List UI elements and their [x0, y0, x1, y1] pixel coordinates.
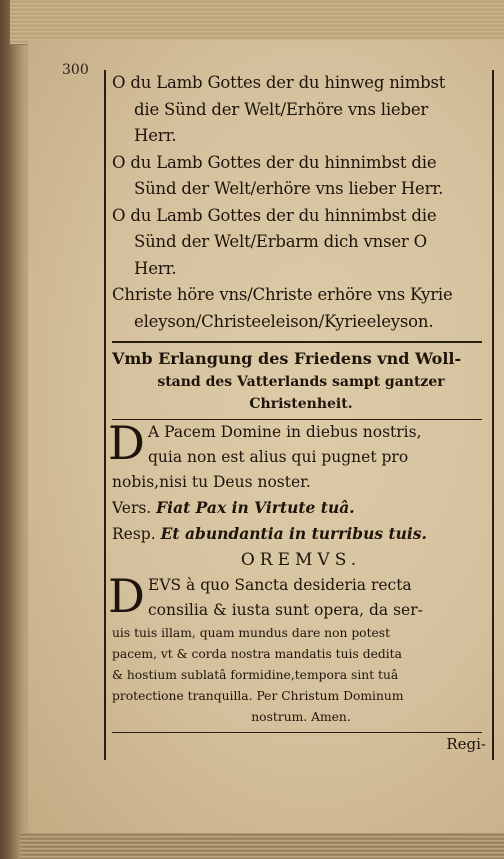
prayer-line: Herr.: [134, 126, 177, 145]
antiphon-line: quia non est alius qui pugnet pro: [148, 448, 409, 466]
prayer-line: Sünd der Welt/erhöre vns lieber Herr.: [134, 179, 444, 198]
heading-line: stand des Vatterlands sampt gantzer: [157, 374, 445, 390]
collect-line: & hostium sublatâ formidine,tempora sint tuâ: [112, 668, 399, 682]
antiphon-line: A Pacem Domine in diebus nostris,: [148, 423, 422, 441]
response-label: Resp.: [112, 525, 156, 543]
page-text: [108, 70, 490, 755]
heading-line: Vmb Erlangung des Friedens vnd Woll-: [112, 349, 462, 368]
page-number: 300: [62, 62, 89, 78]
versicle-label: Vers.: [112, 499, 152, 517]
antiphon: [108, 416, 490, 495]
versicle: [112, 495, 490, 521]
collect-prayer: [108, 569, 490, 728]
prayer-line: O du Lamb Gottes der du hinnimbst die: [112, 205, 437, 225]
section-heading: [112, 347, 490, 415]
collect-line: nostrum. Amen.: [251, 710, 351, 724]
oremus-heading: OREMVS.: [240, 550, 362, 570]
collect-line: uis tuis illam, quam mundus dare non potest: [112, 626, 391, 640]
prayer-line: O du Lamb Gottes der du hinweg nimbst: [112, 73, 446, 92]
prayer-line: Christe höre vns/Christe erhöre vns Kyrie: [112, 285, 453, 304]
prayer-line: Herr.: [134, 258, 177, 278]
prayer-line: die Sünd der Welt/Erhöre vns lieber: [134, 99, 429, 119]
drop-capital: D: [108, 569, 145, 623]
catchword: Regi-: [446, 735, 486, 753]
heading-line: Christenheit.: [249, 396, 353, 412]
section-rule: [112, 341, 482, 343]
versicle-text: Fiat Pax in Virtute tuâ.: [156, 498, 355, 517]
prayer-line: eleyson/Christeeleison/Kyrieeleyson.: [134, 311, 434, 331]
page-edges-top: [10, 0, 504, 45]
antiphon-line: nobis,nisi tu Deus noster.: [112, 473, 311, 491]
prayer-line: O du Lamb Gottes der du hinnimbst die: [112, 152, 437, 172]
page-edges-bottom: [20, 833, 504, 859]
prayer-line: Sünd der Welt/Erbarm dich vnser O: [134, 232, 427, 251]
collect-line: pacem, vt & corda nostra mandatis tuis dedita: [112, 647, 402, 661]
german-prayer: [112, 70, 490, 335]
collect-line: protectione tranquilla. Per Christum Dominum: [112, 689, 404, 703]
collect-line: consilia & iusta sunt opera, da ser-: [148, 601, 423, 619]
response: [112, 521, 490, 547]
response-text: Et abundantia in turribus tuis.: [160, 524, 427, 543]
collect-line: EVS à quo Sancta desideria recta: [148, 576, 412, 594]
drop-capital: D: [108, 416, 145, 470]
